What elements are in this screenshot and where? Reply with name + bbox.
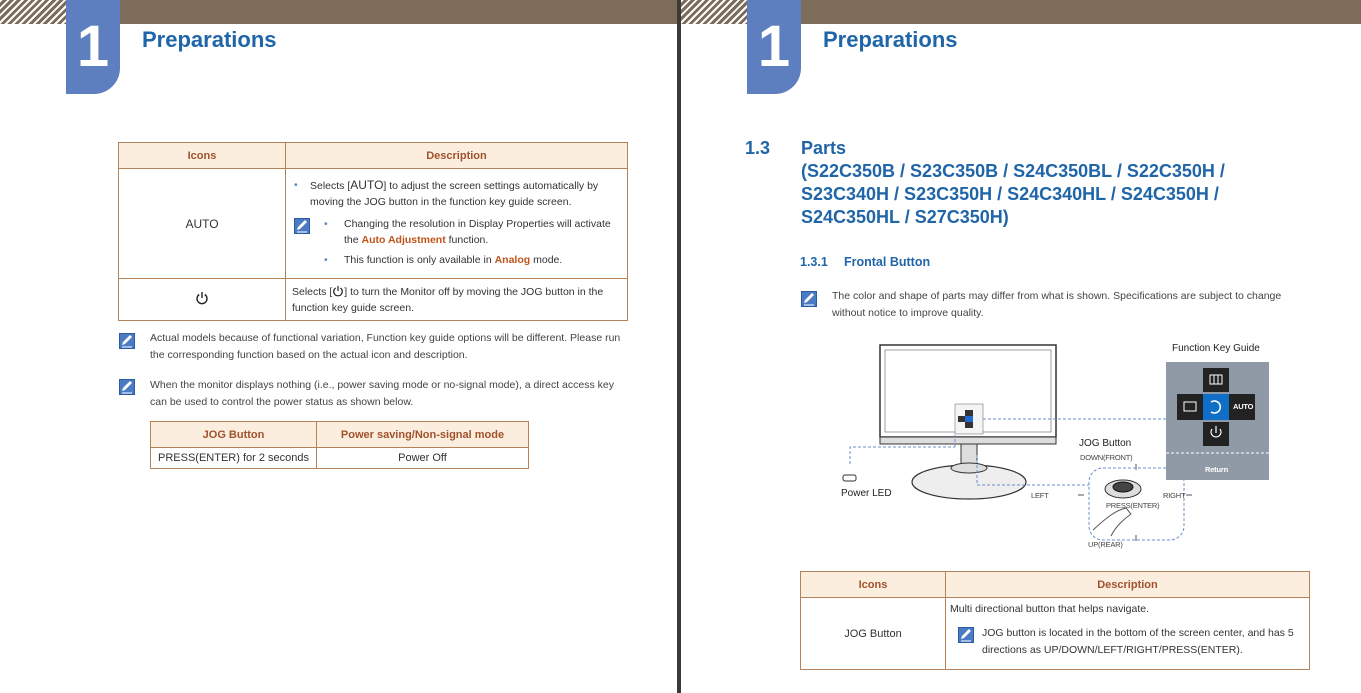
mini-guide-key (965, 416, 973, 422)
function-key-guide-label: Function Key Guide (1172, 343, 1260, 354)
mini-guide-key (965, 422, 973, 428)
chapter-title: Preparations (142, 27, 277, 52)
jog-button-table (150, 421, 529, 469)
desc-text: ] to adjust the screen settings automatically by moving the JOG button in the function key guide screen. (310, 179, 599, 208)
parts-table (800, 571, 1310, 670)
power-led-label: Power LED (841, 488, 892, 499)
section-title-line: S24C350HL / S27C350H) (801, 207, 1009, 227)
note-text: Changing the resolution in Display Properties will activate the (344, 217, 611, 246)
table-header-icons: Icons (119, 143, 286, 169)
source-key (1177, 394, 1203, 420)
mini-guide-key (958, 416, 965, 422)
note-icon (801, 291, 817, 307)
highlight-auto-adjustment: Auto Adjustment (361, 233, 446, 246)
jog-description-cell (946, 598, 1310, 670)
subsection-title: Frontal Button (844, 255, 931, 269)
highlight-analog: Analog (494, 253, 531, 266)
auto-description-cell (286, 169, 628, 279)
left-label: LEFT (1031, 491, 1049, 500)
table-cell: Power Off (317, 448, 529, 469)
table-row (119, 169, 628, 279)
auto-key (1203, 394, 1229, 420)
table-row (119, 279, 628, 321)
table-header-description: Description (286, 143, 628, 169)
right-label: RIGHT (1163, 491, 1186, 500)
chapter-number: 1 (66, 0, 120, 94)
menu-key (1203, 368, 1229, 392)
page-right (681, 0, 1361, 693)
return-label: Return (1205, 465, 1228, 474)
chapter-number: 1 (747, 0, 801, 94)
bullet-icon: • (294, 178, 298, 191)
header-hatch (0, 0, 70, 24)
table-header-power-saving: Power saving/Non-signal mode (317, 422, 529, 448)
power-icon-cell (119, 279, 286, 321)
press-enter-label: PRESS(ENTER) (1106, 501, 1160, 510)
icons-table (118, 142, 628, 321)
monitor-base-top (951, 463, 987, 473)
note-text: This function is only available in (344, 253, 495, 266)
up-rear-label: UP(REAR) (1088, 540, 1123, 549)
table-row (151, 448, 529, 469)
desc-text: Selects [ (292, 285, 333, 298)
note-text: The color and shape of parts may differ from what is shown. Specifications are subject to change without notice to improve quality. (832, 290, 1282, 319)
monitor-bezel (880, 437, 1056, 444)
note-text: mode. (530, 253, 563, 266)
table-header-icons: Icons (801, 572, 946, 598)
bullet-icon: • (324, 253, 328, 266)
desc-text: Selects [ (310, 179, 351, 192)
desc-text: ] to turn the Monitor off by moving the JOG button in the function key guide screen. (292, 285, 604, 314)
auto-key-label: AUTO (1233, 402, 1254, 411)
subsection-number: 1.3.1 (800, 255, 828, 269)
table-header-jog-button: JOG Button (151, 422, 317, 448)
auto-key-label: AUTO (350, 177, 384, 192)
note-icon (958, 627, 974, 643)
note-icon (119, 333, 135, 349)
note-text: function. (445, 233, 489, 246)
power-icon (332, 285, 344, 297)
bullet-icon: • (324, 217, 328, 230)
section-title-line: Parts (801, 138, 847, 158)
section-title (801, 137, 1321, 229)
note-icon (119, 379, 135, 395)
down-front-label: DOWN(FRONT) (1080, 453, 1133, 462)
led-connector (850, 447, 955, 464)
table-cell: PRESS(ENTER) for 2 seconds (151, 448, 317, 469)
note-text: Actual models because of functional variation, Function key guide options will be different. Please run the corresponding function based on the actual icon and description. (150, 332, 621, 361)
section-title-line: (S22C350B / S23C350B / S24C350BL / S22C350H / (801, 161, 1225, 181)
section-number: 1.3 (745, 138, 771, 158)
jog-button-top (1113, 482, 1133, 492)
power-icon (195, 291, 209, 305)
note-text: JOG button is located in the bottom of the screen center, and has 5 directions as UP/DOWN/LEFT/RIGHT/PRESS(ENTER). (982, 627, 1294, 656)
monitor-diagram (831, 340, 1281, 555)
jog-button-label: JOG Button (1079, 438, 1132, 449)
jog-button-cell: JOG Button (801, 598, 946, 670)
auto-icon-cell: AUTO (119, 169, 286, 279)
note-icon (294, 218, 310, 234)
mini-guide-key (965, 410, 973, 416)
power-key (1203, 422, 1229, 446)
power-description-cell (286, 279, 628, 321)
desc-text: Multi directional button that helps navigate. (950, 603, 1150, 615)
finger-icon (1093, 508, 1131, 536)
table-header-description: Description (946, 572, 1310, 598)
power-led (843, 475, 856, 481)
note-text: When the monitor displays nothing (i.e., power saving mode or no-signal mode), a direct access key can be used to control the power status as shown below. (150, 379, 614, 408)
section-title-line: S23C340H / S23C350H / S24C340HL / S24C350H / (801, 184, 1219, 204)
chapter-title: Preparations (823, 27, 958, 52)
page-left (0, 0, 677, 693)
table-row (801, 598, 1310, 670)
header-hatch (681, 0, 751, 24)
